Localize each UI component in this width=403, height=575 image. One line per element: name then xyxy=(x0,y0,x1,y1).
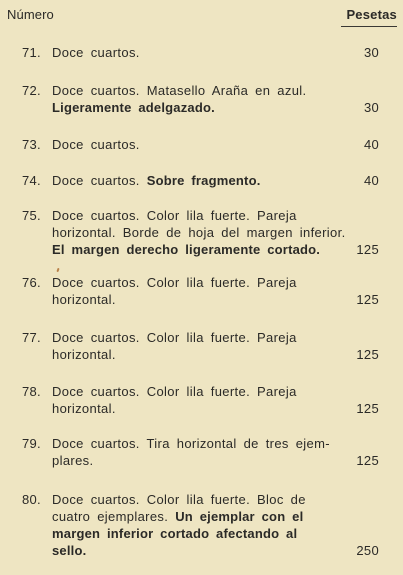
description-text: horizontal. xyxy=(52,347,116,362)
entry-number: 73. xyxy=(22,137,41,152)
description-line xyxy=(52,44,340,61)
entry-price: 250 xyxy=(356,543,379,558)
entry-description xyxy=(52,383,340,417)
description-line xyxy=(52,82,340,99)
description-text: Doce cuartos. Color lila fuerte. Pareja xyxy=(52,330,297,345)
description-bold-text: sello. xyxy=(52,543,87,558)
entry-price: 30 xyxy=(363,100,379,115)
description-text: Doce cuartos. Color lila fuerte. Pareja xyxy=(52,208,297,223)
description-line xyxy=(52,207,340,224)
entry-price: 40 xyxy=(363,137,379,152)
description-line xyxy=(52,435,340,452)
description-line xyxy=(52,542,340,559)
entry-description xyxy=(52,207,346,258)
entry-number: 79. xyxy=(22,436,41,451)
description-line xyxy=(52,400,340,417)
description-line xyxy=(52,224,346,241)
description-bold-text: Sobre fragmento. xyxy=(146,173,261,188)
entry-number: 75. xyxy=(22,208,41,223)
description-line xyxy=(52,525,340,542)
description-text: cuatro ejemplares. xyxy=(52,509,176,524)
entry-price: 40 xyxy=(363,173,379,188)
entry-number: 78. xyxy=(22,384,41,399)
entry-description xyxy=(52,44,340,61)
description-text: Doce cuartos. Matasello Araña en azul. xyxy=(52,83,307,98)
entry-number: 80. xyxy=(22,492,41,507)
description-text: Doce cuartos. Color lila fuerte. Bloc de xyxy=(52,492,306,507)
description-text: plares. xyxy=(52,453,94,468)
description-line xyxy=(52,491,340,508)
entry-number: 76. xyxy=(22,275,41,290)
entry-description xyxy=(52,136,340,153)
description-text: Doce cuartos. xyxy=(52,173,147,188)
description-bold-text: Ligeramente adelgazado. xyxy=(52,100,215,115)
description-line xyxy=(52,346,340,363)
description-line xyxy=(52,99,340,116)
entry-number: 74. xyxy=(22,173,41,188)
entry-price: 125 xyxy=(356,242,379,257)
description-text: horizontal. xyxy=(52,292,116,307)
entry-price: 125 xyxy=(356,292,379,307)
entry-number: 77. xyxy=(22,330,41,345)
entry-description xyxy=(52,435,340,469)
entry-description xyxy=(52,82,340,116)
description-bold-text: margen inferior cortado afectando al xyxy=(52,526,298,541)
entry-price: 30 xyxy=(363,45,379,60)
column-header-price: Pesetas xyxy=(346,7,397,22)
entry-description xyxy=(52,329,340,363)
description-text: Doce cuartos. Color lila fuerte. Pareja xyxy=(52,384,297,399)
description-line xyxy=(52,136,340,153)
entry-description xyxy=(52,274,340,308)
description-line xyxy=(52,383,340,400)
entry-price: 125 xyxy=(356,401,379,416)
description-line xyxy=(52,508,340,525)
entry-description xyxy=(52,172,340,189)
description-text: Doce cuartos. Color lila fuerte. Pareja xyxy=(52,275,297,290)
description-line xyxy=(52,274,340,291)
description-line xyxy=(52,329,340,346)
description-text: Doce cuartos. xyxy=(52,137,140,152)
description-text: horizontal. Borde de hoja del margen inferior. xyxy=(52,225,346,240)
entry-number: 72. xyxy=(22,83,41,98)
entry-price: 125 xyxy=(356,453,379,468)
description-text: Doce cuartos. xyxy=(52,45,140,60)
description-text: Doce cuartos. Tira horizontal de tres ejem- xyxy=(52,436,330,451)
description-line xyxy=(52,291,340,308)
description-line xyxy=(52,241,340,258)
column-header-number: Número xyxy=(7,7,54,22)
entry-price: 125 xyxy=(356,347,379,362)
description-line xyxy=(52,172,340,189)
description-line xyxy=(52,452,340,469)
description-text: horizontal. xyxy=(52,401,116,416)
entry-number: 71. xyxy=(22,45,41,60)
description-bold-text: El margen derecho ligeramente cortado. xyxy=(52,242,321,257)
entry-description xyxy=(52,491,340,559)
description-bold-text: Un ejemplar con el xyxy=(175,509,304,524)
